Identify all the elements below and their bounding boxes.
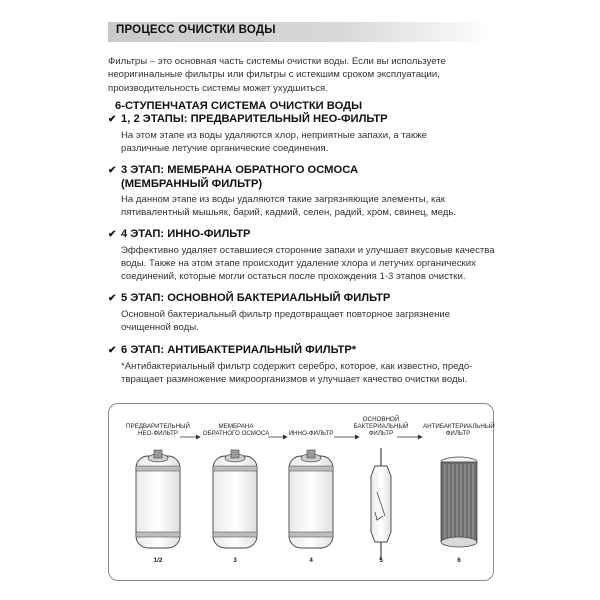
check-icon: ✔: [108, 114, 117, 125]
stage-description-line: *Антибактериальный фильтр содержит серебро, которое, как известно, предо-: [121, 360, 473, 372]
intro-paragraph: [108, 55, 494, 95]
filter-cartridge-3: [213, 450, 257, 548]
system-heading: 6-СТУПЕНЧАТАЯ СИСТЕМА ОЧИСТКИ ВОДЫ: [115, 100, 363, 112]
stage-3: [108, 164, 500, 220]
stage-4: [108, 228, 500, 284]
stage-title-continued: [108, 178, 500, 192]
filter-cartridge-4: [289, 450, 333, 548]
stage-title-line: 5 ЭТАП: ОСНОВНОЙ БАКТЕРИАЛЬНЫЙ ФИЛЬТР: [121, 292, 391, 304]
stage-description-line: пятивалентный мышьяк, барий, кадмий, селен, радий, хром, свинец, медь.: [121, 207, 456, 219]
filter-number-5: 5: [379, 557, 383, 564]
stage-description-line: Эффективно удаляет оставшиеся сторонние запахи и улучшает вкусовые качества: [121, 244, 495, 256]
stage-title-line: 1, 2 ЭТАПЫ: ПРЕДВАРИТЕЛЬНЫЙ НЕО-ФИЛЬТР: [121, 113, 388, 125]
filter-number-6: 6: [457, 557, 461, 564]
filter-caption-5: ОСНОВНОЙ БАКТЕРИАЛЬНЫЙ ФИЛЬТР: [353, 416, 409, 437]
stage-description-line: очищенной воды.: [121, 321, 199, 333]
page-title: ПРОЦЕСС ОЧИСТКИ ВОДЫ: [116, 24, 276, 36]
stage-description: [121, 360, 500, 387]
stage-description: [121, 129, 500, 156]
check-icon: ✔: [108, 229, 117, 240]
stage-title: [108, 113, 500, 127]
filter-number-4: 4: [309, 557, 313, 564]
stage-title-line: (МЕМБРАННЫЙ ФИЛЬТР): [121, 177, 263, 190]
stage-title: [108, 164, 500, 178]
stage-description-line: На этом этапе из воды удаляются хлор, неприятные запахи, а также: [121, 129, 427, 141]
filter-inline-5: [371, 448, 391, 560]
filter-mesh-6: [441, 457, 477, 547]
filter-cartridge-1-2: [136, 450, 180, 548]
stage-5: [108, 292, 500, 334]
filter-caption-1-2: ПРЕДВАРИТЕЛЬНЫЙ НЕО-ФИЛЬТР: [126, 423, 190, 437]
stage-description-line: различные летучие органические соединения.: [121, 142, 329, 154]
intro-line: производительность системы может ухудшиться.: [108, 82, 328, 94]
intro-line: неоригинальные фильтры или фильтры с истекшим сроком эксплуатации,: [108, 69, 440, 81]
stage-title-line: 3 ЭТАП: МЕМБРАНА ОБРАТНОГО ОСМОСА: [121, 164, 359, 176]
check-icon: ✔: [108, 165, 117, 176]
stage-title: [108, 228, 500, 242]
filter-caption-4: ИННО-ФИЛЬТР: [288, 430, 334, 437]
filter-number-3: 3: [233, 557, 237, 564]
stage-title-line: 4 ЭТАП: ИННО-ФИЛЬТР: [121, 228, 251, 240]
intro-line: Фильтры – это основная часть системы очистки воды. Если вы используете: [108, 56, 446, 67]
stage-description-line: Основной бактериальный фильтр предотвращает повторное загрязнение: [121, 308, 451, 320]
stage-description: [121, 308, 500, 335]
stage-1-2: [108, 113, 500, 155]
filter-caption-3: МЕМБРАНА ОБРАТНОГО ОСМОСА: [202, 423, 270, 437]
stage-description-line: соединений, которые могли остаться после прохождения 1-3 этапов очистки.: [121, 271, 466, 283]
filter-diagram: [108, 403, 494, 581]
filter-caption-6: АНТИБАКТЕРИАЛЬНЫЙ ФИЛЬТР: [423, 423, 495, 437]
stage-title: [108, 344, 500, 358]
stage-description-line: На данном этапе из воды удаляются такие загрязняющие элементы, как: [121, 194, 445, 205]
filter-number-1-2: 1/2: [153, 557, 163, 564]
stage-description: [121, 193, 500, 220]
stage-title-line: 6 ЭТАП: АНТИБАКТЕРИАЛЬНЫЙ ФИЛЬТР*: [121, 344, 357, 356]
stage-6: [108, 344, 500, 386]
stage-title: [108, 292, 500, 306]
stage-description-line: твращает размножение микроорганизмов и улучшает качество очистки воды.: [121, 373, 468, 385]
stage-description-line: воды. Также на этом этапе происходит удаление хлора и летучих органических: [121, 257, 476, 269]
check-icon: ✔: [108, 293, 117, 304]
check-icon: ✔: [108, 345, 117, 356]
stage-description: [121, 244, 500, 284]
